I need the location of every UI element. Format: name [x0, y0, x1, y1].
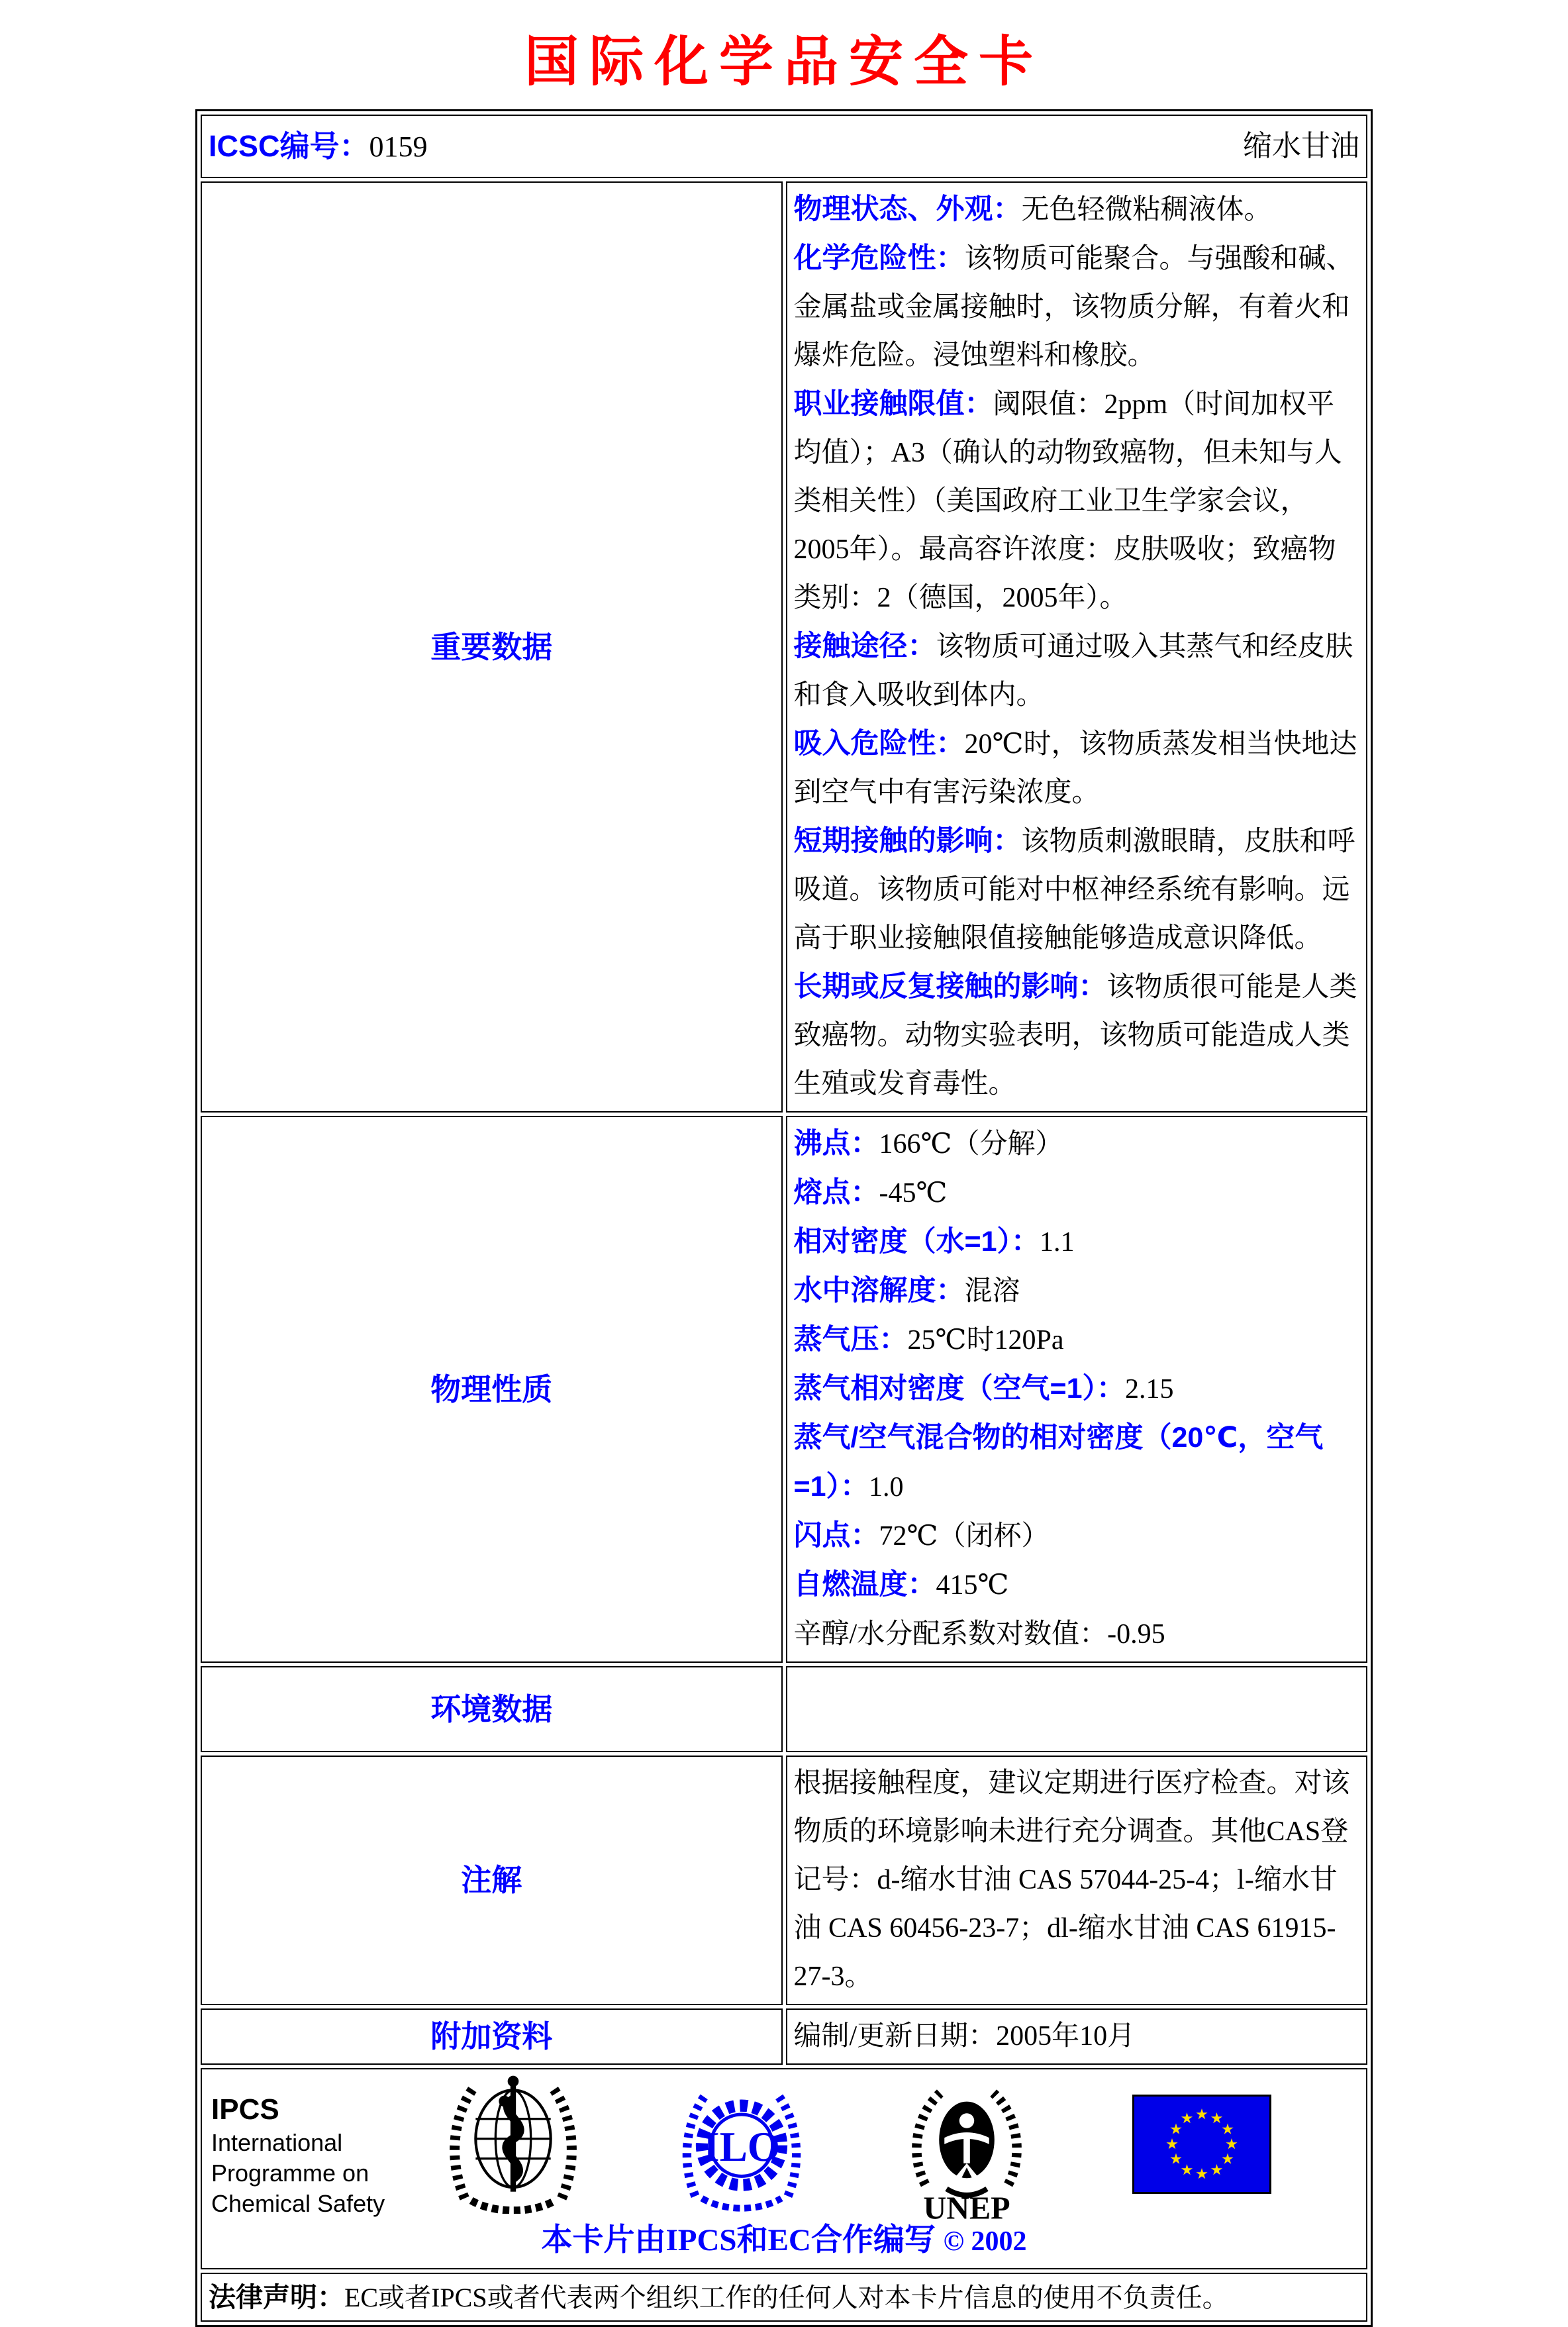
entry-text: 该物质可能聚合。与强酸和碱、金属盐或金属接触时，该物质分解，有着火和爆炸危险。浸蚀塑料和橡胶。 [793, 244, 1354, 371]
logos-cell [201, 2068, 1367, 2269]
additional-info-row [201, 2008, 1367, 2065]
ipcs-subtitle-line: Programme on [211, 2159, 369, 2187]
notes-text: 根据接触程度，建议定期进行医疗检查。对该物质的环境影响未进行充分调查。其他CAS登记号：d-缩水甘油 CAS 57044-25-4；l-缩水甘油 CAS 60456-23-7；dl-缩水甘油 CAS 61915-27-3。 [793, 1768, 1350, 1992]
entry-melting-point: 熔点：-45℃ [793, 1177, 948, 1209]
environmental-data-row [201, 1666, 1367, 1752]
physical-properties-content [786, 1116, 1368, 1663]
ilo-icon [675, 2081, 808, 2214]
additional-info-text: 编制/更新日期：2005年10月 [793, 2021, 1136, 2052]
section-label-additional-info: 附加资料 [201, 2008, 783, 2065]
entry-boiling-point: 沸点：166℃（分解） [793, 1128, 1063, 1160]
chemical-name: 缩水甘油 [1243, 130, 1359, 162]
entry-physical-state [794, 185, 1360, 234]
unep-icon [897, 2076, 1036, 2225]
header-row [201, 115, 1367, 178]
legal-label: 法律声明： [209, 2281, 344, 2312]
ipcs-text-block [211, 2092, 385, 2219]
logos-row [201, 2068, 1367, 2269]
ilo-letters: ILO [703, 2124, 781, 2170]
section-label-important-data: 重要数据 [201, 181, 783, 1113]
icsc-number-group [209, 126, 428, 167]
entry-text: 无色轻微粘稠液体。 [1021, 195, 1272, 225]
additional-info-content [786, 2008, 1368, 2065]
physical-properties-row [201, 1116, 1367, 1663]
entry-relative-density: 相对密度（水=1）：1.1 [793, 1226, 1075, 1258]
entry-label: 化学危险性： [793, 242, 965, 274]
icsc-number-label: ICSC编号： [209, 128, 369, 163]
entry-text: 20℃时，该物质蒸发相当快地达到空气中有害污染浓度。 [793, 729, 1357, 808]
header-cell [201, 115, 1367, 178]
entry-vapor-air-mixture-density: 蒸气/空气混合物的相对密度（20℃，空气=1）：1.0 [793, 1422, 1324, 1503]
entry-label: 短期接触的影响： [793, 825, 1022, 857]
entry-inhalation-risk [794, 720, 1360, 817]
icsc-card-table [195, 109, 1373, 2327]
ipcs-subtitle-line: Chemical Safety [211, 2190, 385, 2217]
entry-text: 阈限值：2ppm（时间加权平均值）；A3（确认的动物致癌物，但未知与人类相关性）（美国政府工业卫生学家会议，2005年）。最高容许浓度：皮肤吸收；致癌物类别：2（德国，2005年）。 [793, 389, 1342, 613]
page-title: 国际化学品安全卡 [524, 30, 1044, 93]
entry-flash-point: 闪点：72℃（闭杯） [793, 1520, 1050, 1552]
section-label-notes: 注解 [201, 1756, 783, 2005]
entry-label: 长期或反复接触的影响： [793, 971, 1107, 1003]
entry-exposure-routes [794, 622, 1360, 720]
section-label-physical-properties: 物理性质 [201, 1116, 783, 1663]
entry-occupational-limits [794, 380, 1360, 622]
entry-autoignition-temperature: 自燃温度：415℃ [793, 1569, 1009, 1601]
ipcs-subtitle-line: International [211, 2129, 343, 2156]
entry-chemical-danger [794, 234, 1360, 380]
entry-vapor-density: 蒸气相对密度（空气=1）：2.15 [793, 1373, 1174, 1405]
card-caption: 本卡片由IPCS和EC合作编写 [541, 2223, 936, 2257]
legal-row [201, 2273, 1367, 2322]
icsc-number-value: 0159 [369, 130, 428, 163]
entry-octanol-water-partition: 辛醇/水分配系数对数值：-0.95 [793, 1619, 1165, 1650]
unep-label: UNEP [923, 2191, 1010, 2225]
entry-label: 物理状态、外观： [793, 193, 1022, 225]
entry-long-term-effects [794, 963, 1360, 1109]
entry-label: 职业接触限值： [793, 388, 993, 420]
entry-water-solubility: 水中溶解度：混溶 [793, 1275, 1020, 1307]
entry-text: 该物质刺激眼睛，皮肤和呼吸道。该物质可能对中枢神经系统有影响。远高于职业接触限值接触能够造成意识降低。 [793, 826, 1355, 954]
notes-content [786, 1756, 1368, 2005]
card-caption-line [202, 2216, 1366, 2266]
important-data-row [201, 181, 1367, 1113]
entry-vapor-pressure: 蒸气压：25℃时120Pa [793, 1324, 1064, 1356]
notes-row [201, 1756, 1367, 2005]
entry-label: 接触途径： [793, 630, 936, 662]
environmental-data-content [786, 1666, 1368, 1752]
entry-label: 吸入危险性： [793, 728, 965, 760]
important-data-content [786, 181, 1368, 1113]
legal-text: EC或者IPCS或者代表两个组织工作的任何人对本卡片信息的使用不负责任。 [344, 2282, 1229, 2312]
who-icon [447, 2075, 579, 2214]
eu-flag-icon [1132, 2095, 1271, 2194]
copyright: © 2002 [943, 2226, 1027, 2257]
section-label-environmental-data: 环境数据 [201, 1666, 783, 1752]
entry-short-term-effects [794, 817, 1360, 963]
legal-cell [201, 2273, 1367, 2322]
ipcs-acronym: IPCS [211, 2093, 279, 2126]
entry-text: 该物质可通过吸入其蒸气和经皮肤和食入吸收到体内。 [793, 632, 1353, 711]
entry-text: 该物质很可能是人类致癌物。动物实验表明，该物质可能造成人类生殖或发育毒性。 [793, 972, 1357, 1099]
